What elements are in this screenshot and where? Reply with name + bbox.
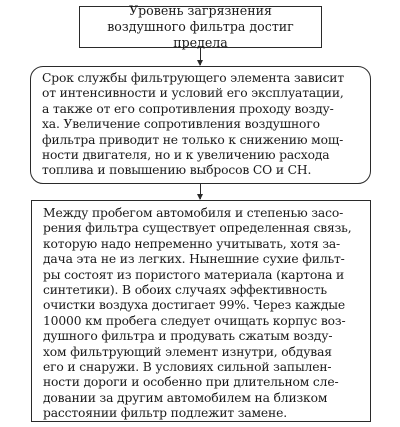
step-3-line: дача эта не из легких. Нынешние сухие фильт- — [43, 252, 345, 267]
step-3-text — [43, 206, 360, 422]
step-3-line: душного фильтра и продувать сжатым возду- — [43, 329, 333, 344]
step-3-line: 10000 км пробега следует очищать корпус воз- — [43, 313, 346, 328]
step-3-line: хом фильтрующий элемент изнутри, обдувая — [43, 344, 332, 359]
step-3-line: расстоянии фильтр подлежит замене. — [43, 406, 287, 421]
step-1-line: Уровень загрязнения — [129, 3, 272, 18]
step-2-line: Срок службы фильтрующего элемента зависит — [42, 71, 344, 85]
step-3-line: которую надо непременно учитывать, хотя за- — [43, 236, 341, 251]
step-3-line: рения фильтра существует определенная связь, — [43, 221, 352, 236]
step-2-line: а также от его сопротивления проходу возду- — [42, 101, 334, 116]
step-1-line: воздушного фильтра достиг предела — [107, 19, 294, 50]
flowchart-step-2-box — [30, 66, 371, 184]
flow-arrow-1-to-2 — [200, 48, 201, 65]
step-1-text — [80, 3, 321, 51]
step-2-text — [42, 71, 360, 179]
step-2-line: топлива и повышению выбросов СО и СН. — [42, 163, 312, 178]
step-3-line: ры состоят из пористого материала (картона и — [43, 267, 345, 282]
flowchart-step-3-box — [31, 200, 371, 422]
flow-arrow-2-to-3 — [200, 184, 201, 199]
step-2-line: фильтра приводит не только к снижению мощ- — [42, 132, 344, 147]
step-2-line: ности двигателя, но и к увеличению расхода — [42, 148, 330, 163]
step-3-line: синтетики). В обоих случаях эффективность — [43, 283, 327, 298]
step-2-line: от интенсивности и условий его эксплуатации, — [42, 86, 344, 101]
step-3-line: Между пробегом автомобиля и степенью засо- — [43, 206, 344, 220]
step-3-line: его и снаружи. В условиях сильной запылен- — [43, 360, 332, 375]
step-3-line: очистки воздуха достигает 99%. Через каждые — [43, 298, 346, 313]
step-3-line: ности дороги и особенно при длительном сле- — [43, 375, 339, 390]
flowchart-step-1-box — [79, 3, 322, 50]
step-2-line: ха. Увеличение сопротивления воздушного — [42, 117, 320, 132]
step-3-line: довании за другим автомобилем на близком — [43, 390, 328, 405]
